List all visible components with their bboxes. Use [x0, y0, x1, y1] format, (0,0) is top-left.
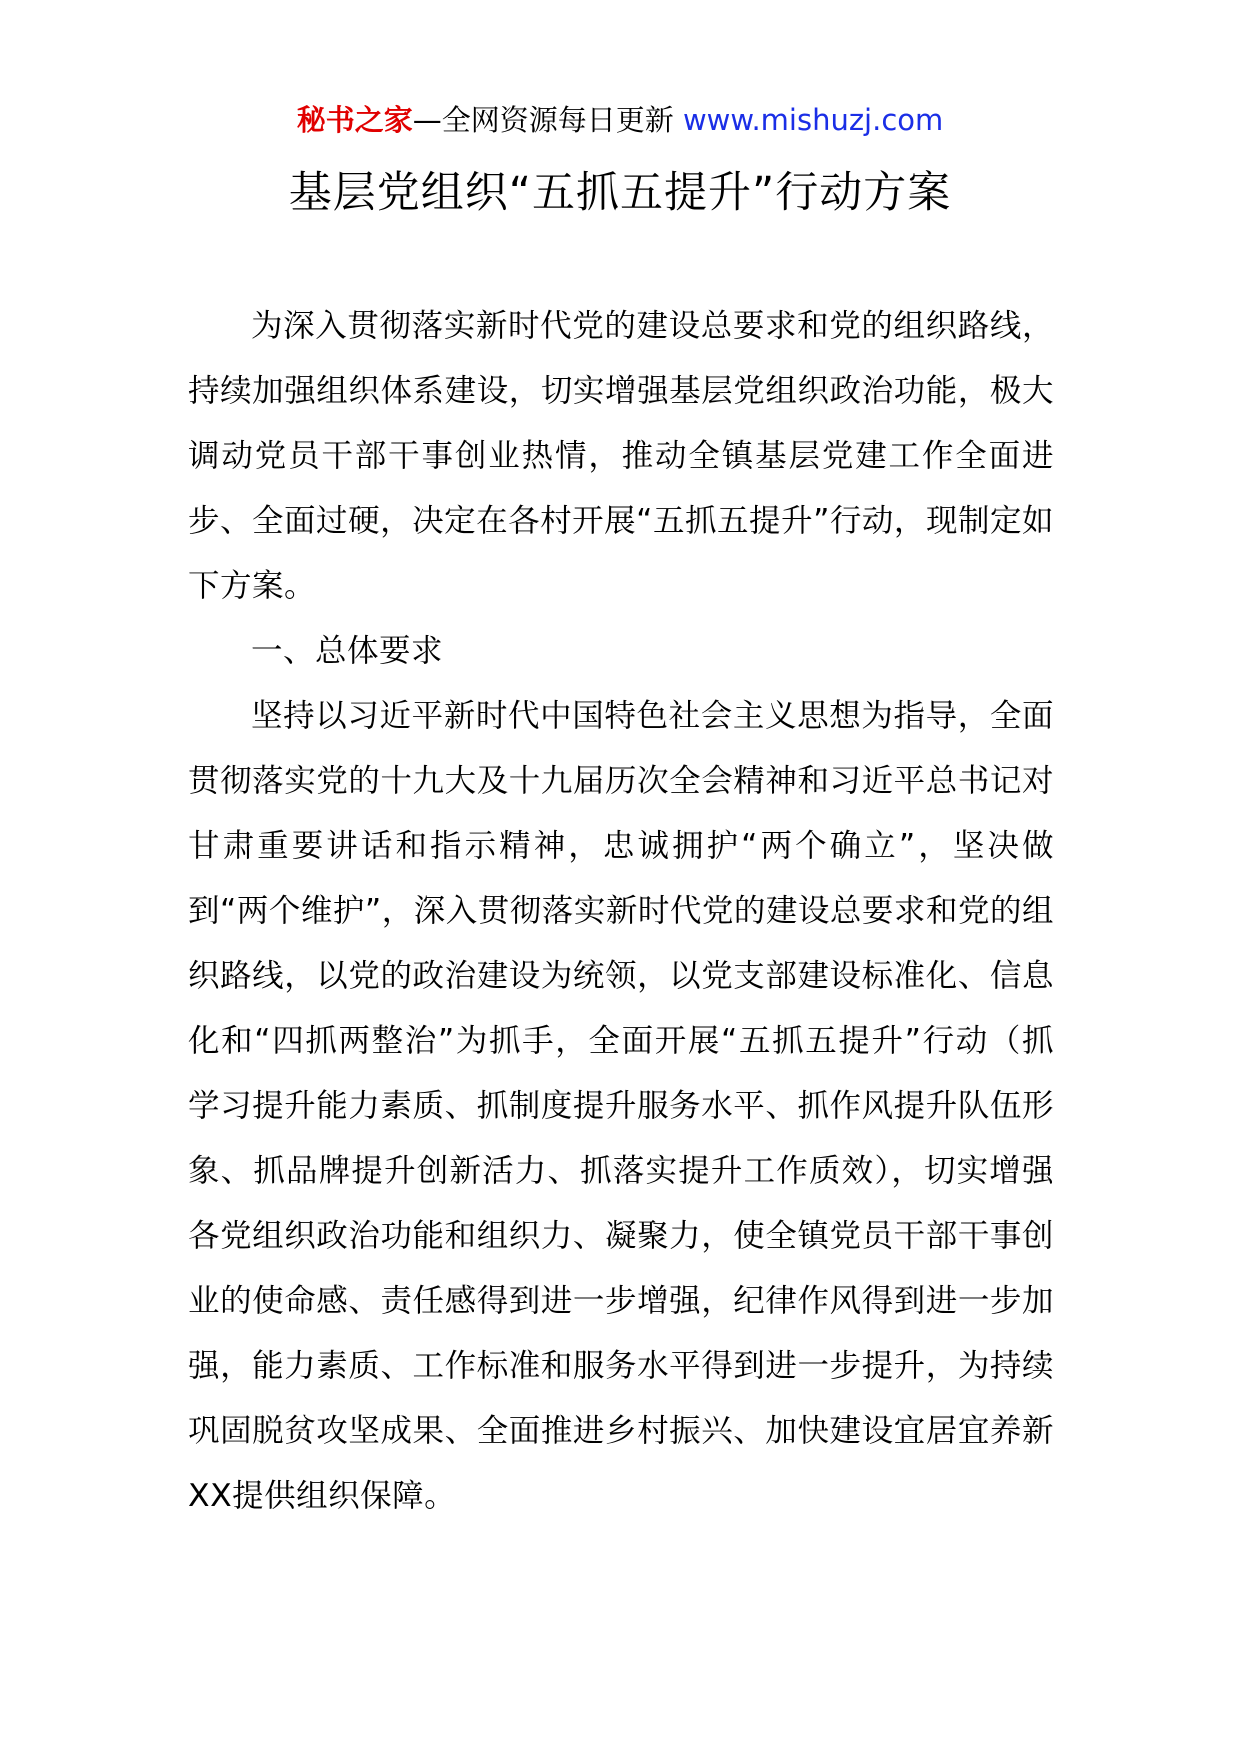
watermark-url[interactable]: www.mishuzj.com [682, 103, 944, 137]
watermark-brand: 秘书之家 [296, 103, 413, 137]
intro-paragraph: 为深入贯彻落实新时代党的建设总要求和党的组织路线，持续加强组织体系建设，切实增强基层党组织政治功能，极大调动党员干部干事创业热情，推动全镇基层党建工作全面进步、全面过硬，决定在各村开展“五抓五提升”行动，现制定如下方案。 [188, 308, 1054, 604]
document-title: 基层党组织“五抓五提升”行动方案 [288, 168, 952, 218]
section-heading: 一、总体要求 [251, 633, 444, 669]
site-watermark [0, 100, 1240, 140]
section-paragraph: 坚持以习近平新时代中国特色社会主义思想为指导，全面贯彻落实党的十九大及十九届历次全会精神和习近平总书记对甘肃重要讲话和指示精神，忠诚拥护“两个确立”，坚决做到“两个维护”，深入贯彻落实新时代党的建设总要求和党的组织路线，以党的政治建设为统领，以党支部建设标准化、信息化和“四抓两整治”为抓手，全面开展“五抓五提升”行动（抓学习提升能力素质、抓制度提升服务水平、抓作风提升队伍形象、抓品牌提升创新活力、抓落实提升工作质效），切实增强各党组织政治功能和组织力、凝聚力，使全镇党员干部干事创业的使命感、责任感得到进一步增强，纪律作风得到进一步加强，能力素质、工作标准和服务水平得到进一步提升，为持续巩固脱贫攻坚成果、全面推进乡村振兴、加快建设宜居宜养新XX提供组织保障。 [188, 698, 1054, 1514]
document-body [188, 294, 1054, 1529]
watermark-slogan: —全网资源每日更新 [412, 103, 683, 137]
